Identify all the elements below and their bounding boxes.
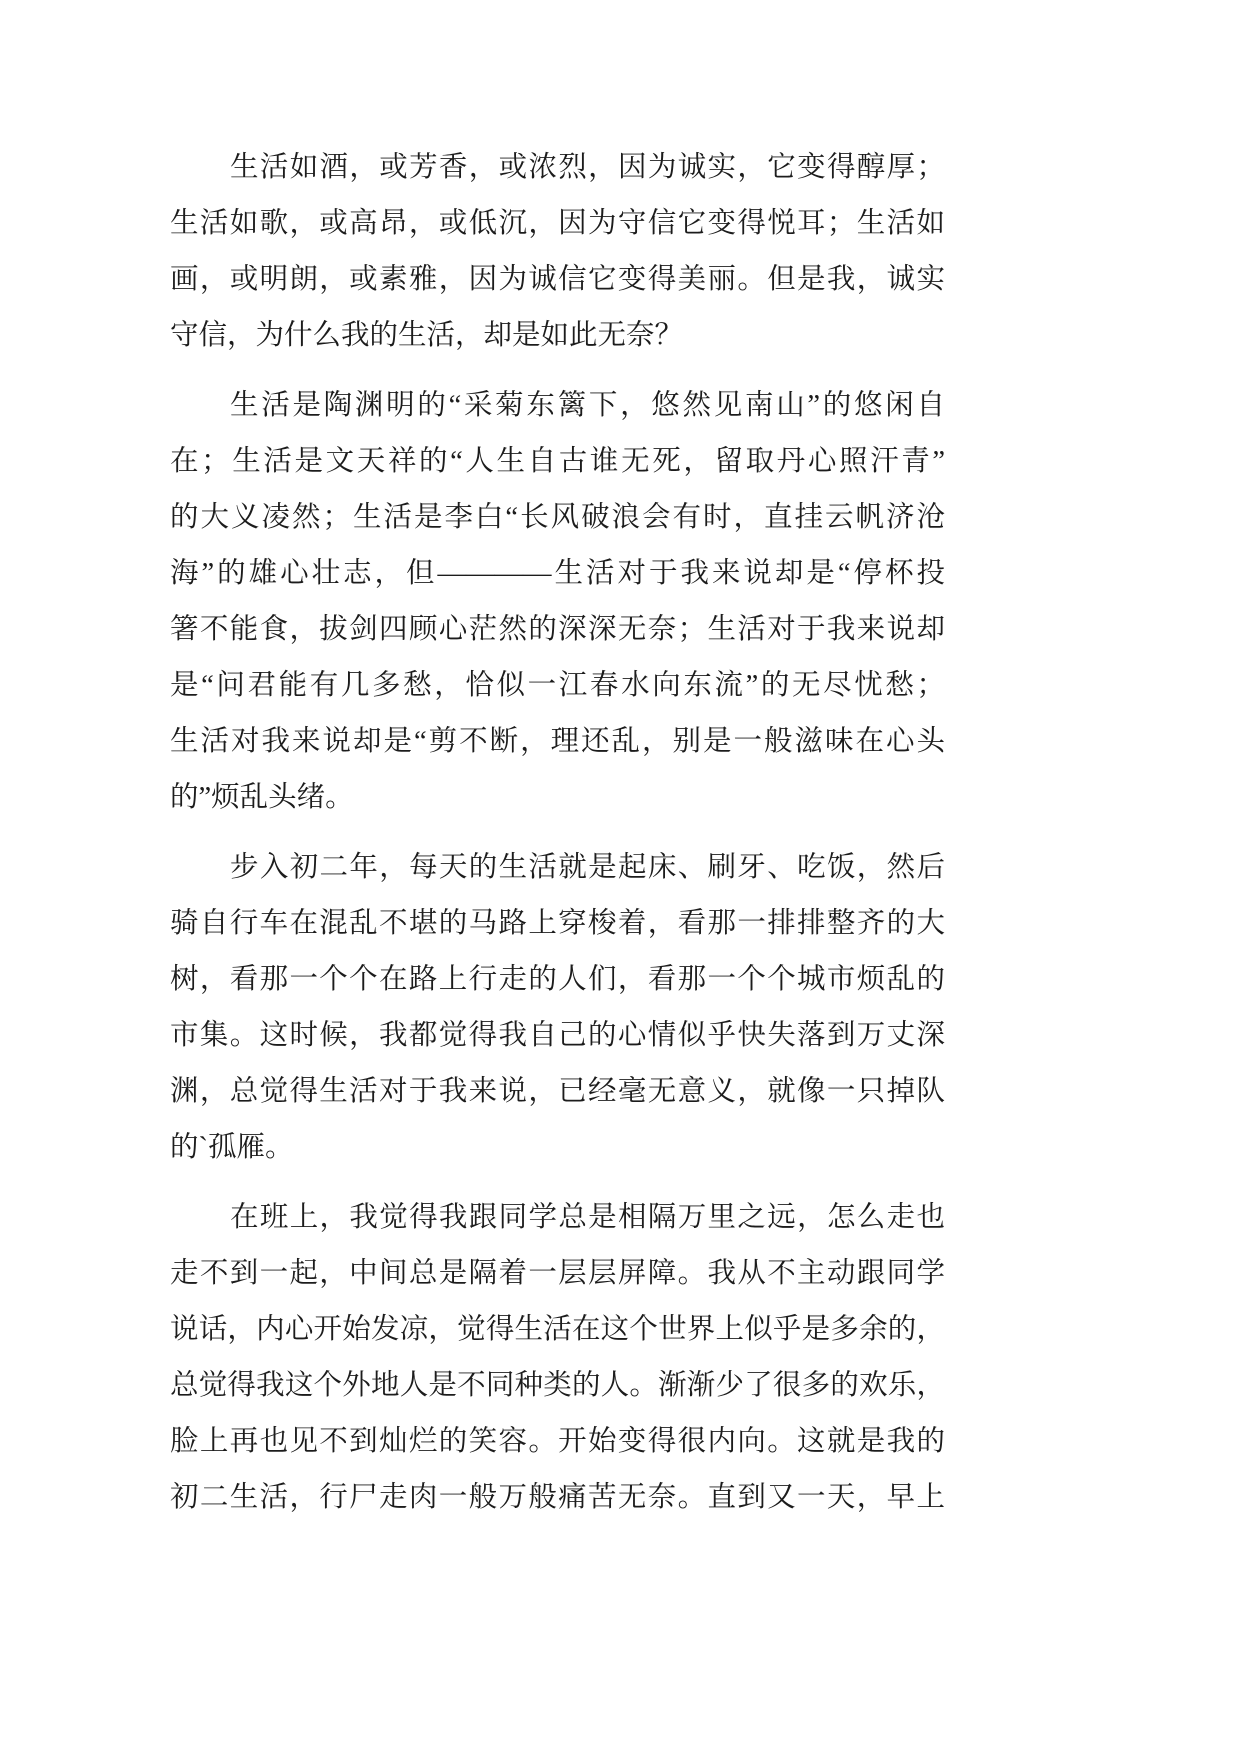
text-line: 的大义凌然；生活是李白“长风破浪会有时，直挂云帆济沧 [170,502,945,533]
text-line: 生活如歌，或高昂，或低沉，因为守信它变得悦耳；生活如 [170,208,945,239]
text-line: 市集。这时候，我都觉得我自己的心情似乎快失落到万丈深 [170,1020,945,1051]
text-line: 生活如酒，或芳香，或浓烈，因为诚实，它变得醇厚； [230,152,945,183]
text-line: 的`孤雁。 [170,1132,294,1163]
text-line: 说话，内心开始发凉，觉得生活在这个世界上似乎是多余的， [170,1314,945,1345]
text-line: 步入初二年，每天的生活就是起床、刷牙、吃饭，然后 [230,852,945,883]
text-line: 树，看那一个个在路上行走的人们，看那一个个城市烦乱的 [170,964,945,995]
text-line: 画，或明朗，或素雅，因为诚信它变得美丽。但是我，诚实 [170,264,945,295]
paragraph-2 [170,378,945,826]
text-line: 海”的雄心壮志，但————生活对于我来说却是“停杯投 [170,558,945,589]
text-line: 在班上，我觉得我跟同学总是相隔万里之远，怎么走也 [230,1202,945,1233]
text-line: 脸上再也见不到灿烂的笑容。开始变得很内向。这就是我的 [170,1426,945,1457]
text-line: 守信，为什么我的生活，却是如此无奈？ [170,320,684,351]
text-line: 是“问君能有几多愁，恰似一江春水向东流”的无尽忧愁； [170,670,945,701]
text-line: 走不到一起，中间总是隔着一层层屏障。我从不主动跟同学 [170,1258,945,1289]
text-line: 总觉得我这个外地人是不同种类的人。渐渐少了很多的欢乐， [170,1370,945,1401]
text-line: 初二生活，行尸走肉一般万般痛苦无奈。直到又一天，早上 [170,1482,945,1513]
text-line: 骑自行车在混乱不堪的马路上穿梭着，看那一排排整齐的大 [170,908,945,939]
text-line: 箸不能食，拔剑四顾心茫然的深深无奈；生活对于我来说却 [170,614,945,645]
paragraph-3 [170,840,945,1176]
text-line: 生活是陶渊明的“采菊东篱下，悠然见南山”的悠闲自 [230,390,945,421]
paragraph-4 [170,1190,945,1526]
document-body [170,140,945,1540]
text-line: 生活对我来说却是“剪不断，理还乱，别是一般滋味在心头 [170,726,945,757]
paragraph-1 [170,140,945,364]
text-line: 在；生活是文天祥的“人生自古谁无死，留取丹心照汗青” [170,446,945,477]
text-line: 渊，总觉得生活对于我来说，已经毫无意义，就像一只掉队 [170,1076,945,1107]
text-line: 的”烦乱头绪。 [170,782,354,813]
